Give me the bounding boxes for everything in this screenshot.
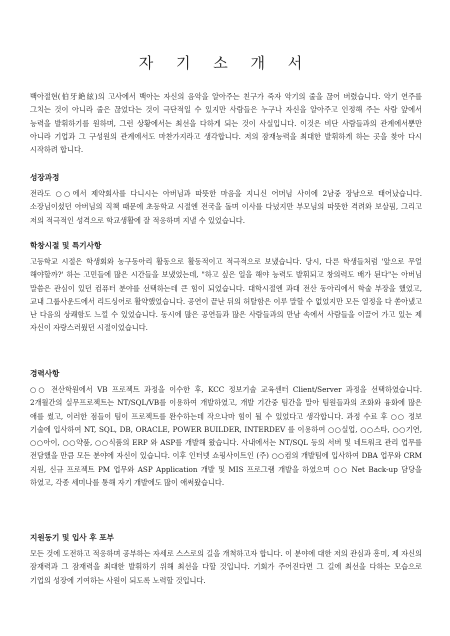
section-body-growth: 전라도 ○○에서 제약회사를 다니시는 아버님과 따뜻한 마음을 지니신 어머님 사이에 2남중 장남으로 태어났습니다. 소장님이셨던 아버님의 직책 때문에 초등학교 시절엔 전국을 돌며 이사를 다녔지만 부모님의 따뜻한 격려와 보살핌, 그리고 저의 적극적인 성격으로 학교생활에 잘 적응하며 지낼 수 있었습니다. [30, 189, 422, 225]
section-growth [30, 172, 422, 227]
section-motivation [30, 532, 422, 587]
document-title: 자 기 소 개 서 [138, 54, 312, 72]
section-heading-career: 경력사항 [30, 369, 60, 378]
intro-paragraph: 백아절현(伯牙絶絃)의 고사에서 백아는 자신의 음악을 알아주는 친구가 죽자 악기의 줄을 끊어 버렸습니다. 악기 연주를 그치는 것이 아니라 줄은 끊었다는 것이 극단적일 수 있지만 사람들은 누구나 자신을 알아주고 인정해 주는 사람 앞에서 능력을 발휘하기를 원하며, 그런 상황에서는 최선을 다하게 되는 것이 사실입니다. 이것은 비단 사람들과의 관계에서뿐만 아니라 기업과 그 구성원의 관계에서도 마찬가지라고 생각합니다. 저의 잠재능력을 최대한 발휘하게 하는 곳을 찾아 다시 시작하려 합니다. [30, 92, 422, 155]
section-body-school: 고등학교 시절은 학생회와 농구동아리 활동으로 활동적이고 적극적으로 보냈습니다. 당시, 다른 학생들처럼 '앞으로 무얼 해야할까?' 하는 고민들에 많은 시간들을 보냈었는데, "하고 싶은 일을 해야 능력도 발휘되고 창의력도 배가 된다"는 아버님 말씀은 관심이 있던 컴퓨터 분야를 선택하는데 큰 힘이 되었습니다. 대학시절엔 과대 전산 동아리에서 학술 부장을 했었고, 교내 그룹사운드에서 리드싱어로 활약했었습니다. 공연이 끝난 뒤의 허탈함은 이루 말할 수 없었지만 모든 열정을 다 쏟아냈고 난 다음의 상쾌함도 느낄 수 있었습니다. 동시에 많은 공연들과 많은 사람들과의 만남 속에서 사람들을 이끌어 가고 있는 제 자신이 자랑스러웠던 시절이었습니다. [30, 257, 422, 333]
section-school [30, 240, 422, 335]
section-career [30, 368, 422, 489]
section-body-career: ○○ 전산학원에서 VB 프로젝트 과정을 이수한 후, KCC 정보기술 교육센터 Client/Server 과정을 선택하였습니다. 2개월간의 실무프로젝트는 NT/SQL/VB를 이용하여 개발하였고, 개발 기간중 팀간을 말아 팀원들과의 조화와 융화에 많은 애를 썼고, 이러한 점들이 팀이 프로젝트를 완수하는데 작으나마 힘이 될 수 있었다고 생각합니다. 과정 수료 후 ○○ 정보 기술에 입사하여 NT, SQL, DB, ORACLE, POWER BUILDER, INTERDEV 를 이용하여 ○○실업, ○○스타, ○○기연, ○○아이, ○○약품, ○○식품의 ERP 와 ASP를 개발해 왔습니다. 사내에서는 NT/SQL 등의 서버 및 네트워크 관리 업무를 전담했을 만큼 모든 분야에 자신이 있습니다. 이후 인터넷 쇼핑사이트인 (주) ○○컴의 개발팀에 입사하여 DBA 업무와 CRM 지원, 신규 프로젝트 PM 업무와 ASP Application 개발 및 MIS 프로그램 개발을 하였으며 ○○ Net Back-up 담당을 하였고, 각종 세미나를 통해 자기 개발에도 많이 애써왔습니다. [30, 385, 422, 488]
section-heading-school: 학창시절 및 특기사항 [30, 241, 102, 250]
section-body-motivation: 모든 것에 도전하고 적응하며 공부하는 자세로 스스로의 길을 개척하고자 합니다. 이 분야에 대한 저의 관심과 흥미, 제 자신의 잠재력과 그 잠재력을 최대한 발휘하기 위해 최선을 다할 것입니다. 기회가 주어진다면 그 길에 최선을 다하는 모습으로 기업의 성장에 기여하는 사원이 되도록 노력할 것입니다. [30, 549, 422, 585]
section-heading-growth: 성장과정 [30, 173, 60, 182]
section-heading-motivation: 지원동기 및 입사 후 포부 [30, 533, 114, 542]
intro-section [30, 90, 422, 156]
